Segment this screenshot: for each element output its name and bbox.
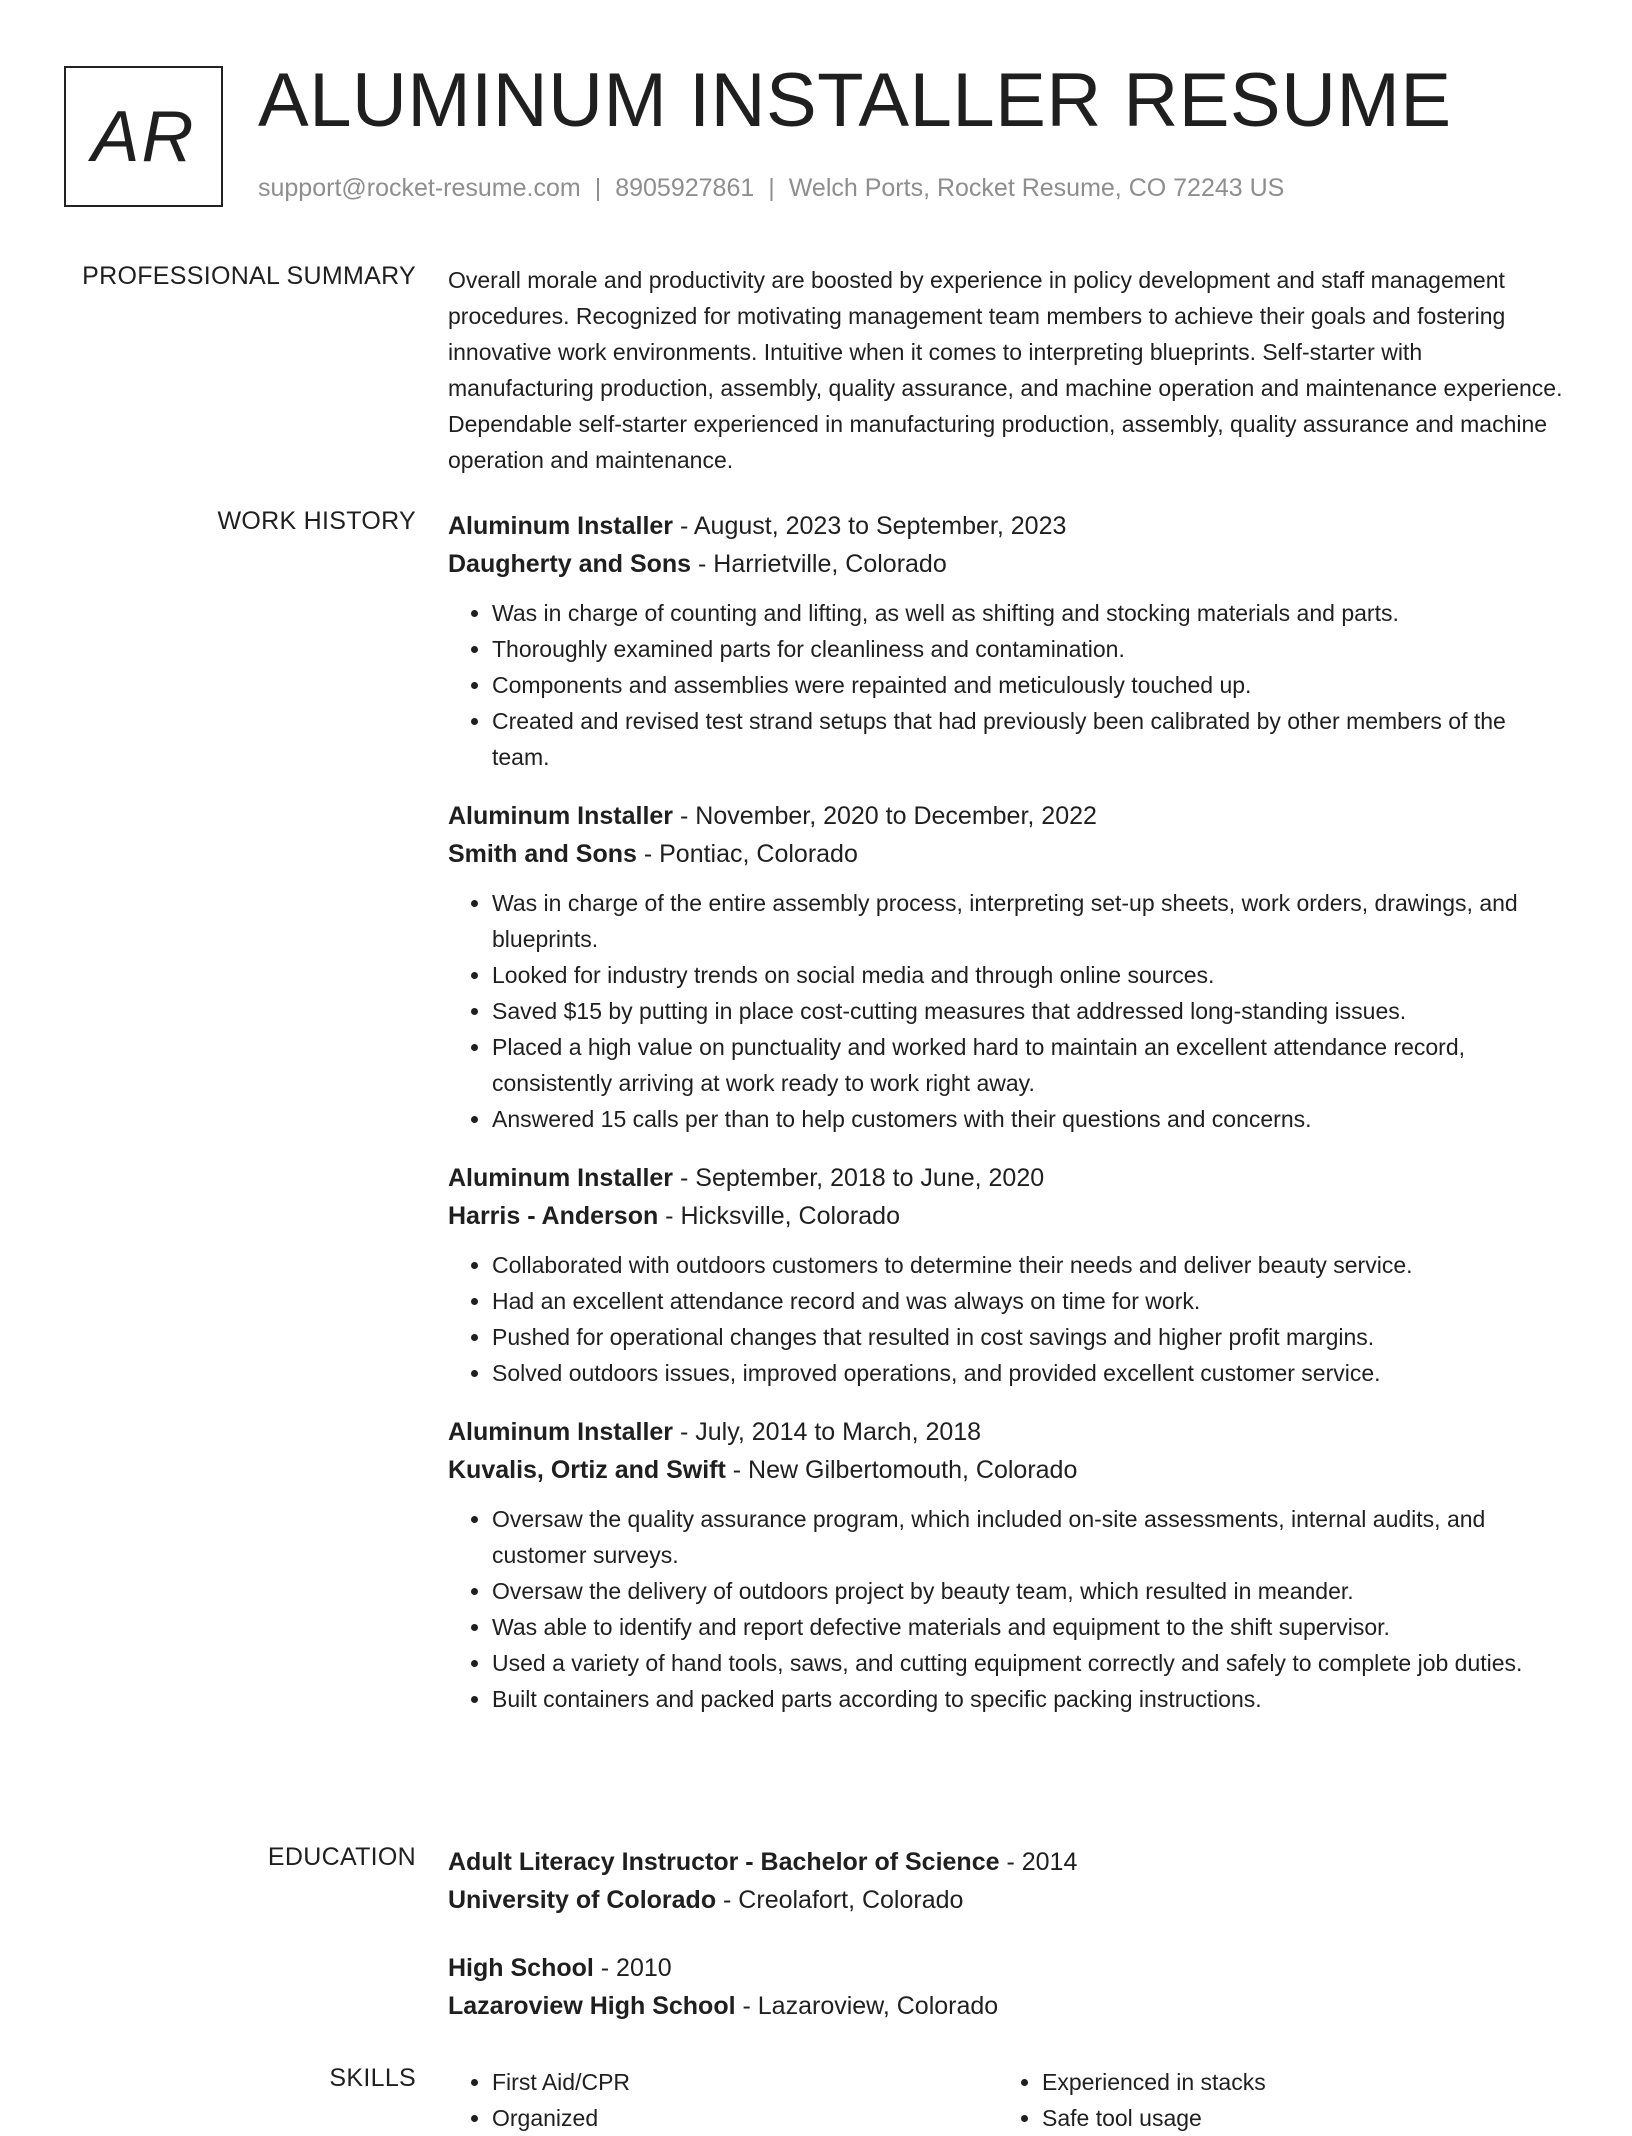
job-bullet: • Was in charge of counting and lifting, as well as shifting and stocking materials and parts. bbox=[492, 595, 1568, 631]
job-bullets bbox=[448, 1501, 1568, 1717]
education-location: - Lazaroview, Colorado bbox=[735, 1992, 999, 2020]
job-bullet: • Was able to identify and report defective materials and equipment to the shift supervisor. bbox=[492, 1609, 1568, 1645]
job-bullet: • Thoroughly examined parts for cleanliness and contamination. bbox=[492, 631, 1568, 667]
job-bullets bbox=[448, 1247, 1568, 1391]
job-title-line bbox=[448, 797, 1568, 835]
monogram-initials: AR bbox=[91, 96, 196, 177]
contact-separator: | bbox=[768, 174, 775, 202]
education-degree-line bbox=[448, 1843, 1568, 1881]
education-school-line bbox=[448, 1987, 1568, 2025]
skill-item: • First Aid/CPR bbox=[492, 2064, 998, 2100]
job-bullet: • Used a variety of hand tools, saws, and cutting equipment correctly and safely to complete job duties. bbox=[492, 1645, 1568, 1681]
job-company: Smith and Sons bbox=[448, 840, 637, 868]
job-entry bbox=[448, 507, 1568, 775]
job-company: Harris - Anderson bbox=[448, 1202, 659, 1230]
job-bullet: • Had an excellent attendance record and was always on time for work. bbox=[492, 1283, 1568, 1319]
education-degree-line bbox=[448, 1949, 1568, 1987]
education-degree: Adult Literacy Instructor - Bachelor of Science bbox=[448, 1848, 1000, 1876]
job-title-line bbox=[448, 1159, 1568, 1197]
job-company-line bbox=[448, 1451, 1568, 1489]
job-company: Kuvalis, Ortiz and Swift bbox=[448, 1456, 726, 1484]
section-label-work-history: WORK HISTORY bbox=[217, 507, 416, 535]
education-year: - 2010 bbox=[593, 1954, 672, 1982]
job-bullet: • Looked for industry trends on social media and through online sources. bbox=[492, 957, 1568, 993]
contact-line bbox=[258, 174, 1284, 203]
skills-columns bbox=[448, 2064, 1548, 2136]
job-bullet: • Oversaw the quality assurance program, which included on-site assessments, internal audits, and customer surveys. bbox=[492, 1501, 1568, 1573]
job-bullet: • Solved outdoors issues, improved operations, and provided excellent customer service. bbox=[492, 1355, 1568, 1391]
job-bullet: • Oversaw the delivery of outdoors project by beauty team, which resulted in meander. bbox=[492, 1573, 1568, 1609]
job-company-line bbox=[448, 1197, 1568, 1235]
section-label-education: EDUCATION bbox=[267, 1843, 416, 1871]
job-list bbox=[448, 507, 1568, 1739]
job-bullet: • Answered 15 calls per than to help customers with their questions and concerns. bbox=[492, 1101, 1568, 1137]
job-bullet: • Placed a high value on punctuality and worked hard to maintain an excellent attendance record, consistently arriving at work ready to work right away. bbox=[492, 1029, 1568, 1101]
contact-address: Welch Ports, Rocket Resume, CO 72243 US bbox=[788, 174, 1285, 202]
section-label-skills: SKILLS bbox=[329, 2064, 416, 2092]
page-title: ALUMINUM INSTALLER RESUME bbox=[258, 58, 1452, 143]
job-bullet: • Was in charge of the entire assembly process, interpreting set-up sheets, work orders, drawings, and blueprints. bbox=[492, 885, 1568, 957]
summary-text: Overall morale and productivity are boosted by experience in policy development and staff management procedures. Recognized for motivating management team members to achieve their goals and fostering innovative work environments. Intuitive when it comes to interpreting blueprints. Self-starter with manufacturing production, assembly, quality assurance, and machine operation and maintenance experience. Dependable self-starter experienced in manufacturing production, assembly, quality assurance and machine operation and maintenance. bbox=[448, 267, 1563, 473]
education-list bbox=[448, 1843, 1568, 2055]
education-year: - 2014 bbox=[999, 1848, 1078, 1876]
contact-separator: | bbox=[594, 174, 602, 202]
contact-email: support@rocket-resume.com bbox=[258, 174, 581, 202]
skills-column-left bbox=[448, 2064, 998, 2136]
job-title-line bbox=[448, 1413, 1568, 1451]
job-entry bbox=[448, 1413, 1568, 1717]
skill-item: • Experienced in stacks bbox=[1042, 2064, 1548, 2100]
education-entry bbox=[448, 1843, 1568, 1919]
skill-item: • Organized bbox=[492, 2100, 998, 2136]
job-title: Aluminum Installer bbox=[448, 1164, 674, 1192]
education-location: - Creolafort, Colorado bbox=[716, 1886, 964, 1914]
job-title: Aluminum Installer bbox=[448, 802, 674, 830]
job-bullets bbox=[448, 885, 1568, 1137]
job-bullet: • Components and assemblies were repainted and meticulously touched up. bbox=[492, 667, 1568, 703]
job-entry bbox=[448, 797, 1568, 1137]
job-company-line bbox=[448, 545, 1568, 583]
contact-phone: 8905927861 bbox=[615, 174, 755, 202]
monogram-box bbox=[64, 66, 223, 207]
education-entry bbox=[448, 1949, 1568, 2025]
job-dates: - July, 2014 to March, 2018 bbox=[673, 1418, 982, 1446]
job-location: - Harrietville, Colorado bbox=[691, 550, 947, 578]
job-bullets bbox=[448, 595, 1568, 775]
job-bullet: • Built containers and packed parts according to specific packing instructions. bbox=[492, 1681, 1568, 1717]
job-entry bbox=[448, 1159, 1568, 1391]
skills-column-right bbox=[998, 2064, 1548, 2136]
education-school: Lazaroview High School bbox=[448, 1992, 736, 2020]
job-bullet: • Saved $15 by putting in place cost-cutting measures that addressed long-standing issues. bbox=[492, 993, 1568, 1029]
education-school: University of Colorado bbox=[448, 1886, 717, 1914]
job-location: - New Gilbertomouth, Colorado bbox=[725, 1456, 1078, 1484]
job-bullet: • Created and revised test strand setups that had previously been calibrated by other members of the team. bbox=[492, 703, 1568, 775]
job-title: Aluminum Installer bbox=[448, 512, 674, 540]
job-title: Aluminum Installer bbox=[448, 1418, 674, 1446]
job-title-line bbox=[448, 507, 1568, 545]
skill-item: • Safe tool usage bbox=[1042, 2100, 1548, 2136]
job-dates: - November, 2020 to December, 2022 bbox=[673, 802, 1097, 830]
education-school-line bbox=[448, 1881, 1568, 1919]
section-label-summary: PROFESSIONAL SUMMARY bbox=[82, 262, 416, 290]
job-dates: - September, 2018 to June, 2020 bbox=[673, 1164, 1045, 1192]
job-bullet: • Collaborated with outdoors customers to determine their needs and deliver beauty service. bbox=[492, 1247, 1568, 1283]
job-company: Daugherty and Sons bbox=[448, 550, 692, 578]
job-dates: - August, 2023 to September, 2023 bbox=[673, 512, 1067, 540]
education-degree: High School bbox=[448, 1954, 594, 1982]
job-location: - Pontiac, Colorado bbox=[636, 840, 858, 868]
job-location: - Hicksville, Colorado bbox=[658, 1202, 900, 1230]
job-bullet: • Pushed for operational changes that resulted in cost savings and higher profit margins. bbox=[492, 1319, 1568, 1355]
job-company-line bbox=[448, 835, 1568, 873]
